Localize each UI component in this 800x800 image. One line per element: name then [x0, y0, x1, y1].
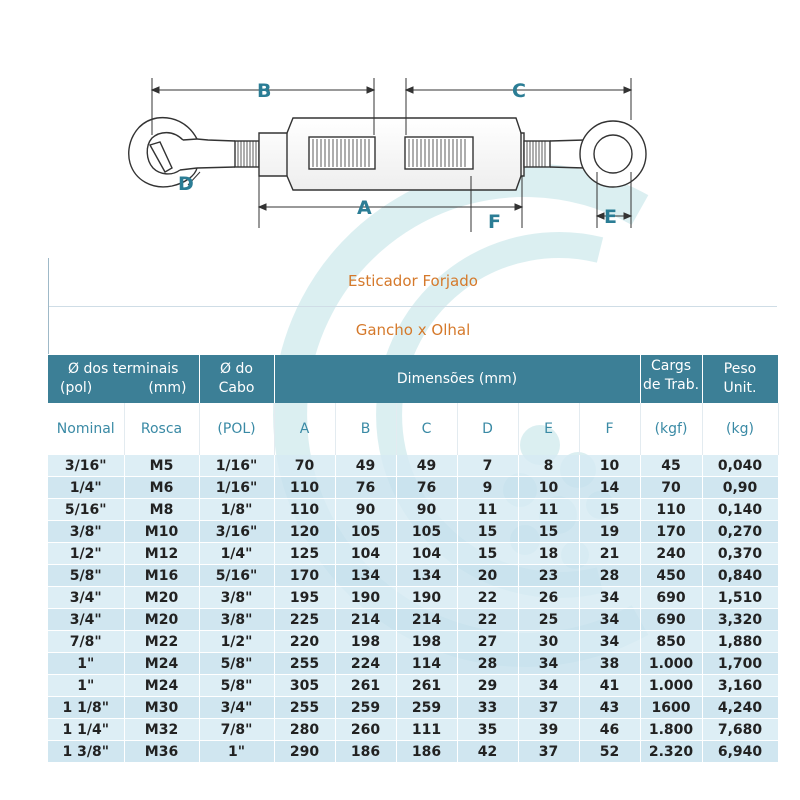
- table-cell: 850: [640, 631, 702, 653]
- table-cell: 33: [457, 697, 518, 719]
- table-cell: 10: [518, 477, 579, 499]
- table-cell: 1,880: [702, 631, 778, 653]
- table-cell: 220: [274, 631, 335, 653]
- table-cell: 3,160: [702, 675, 778, 697]
- subheader-cell: F: [579, 403, 640, 455]
- table-cell: 170: [640, 521, 702, 543]
- table-cell: M36: [124, 741, 199, 763]
- table-cell: 261: [396, 675, 457, 697]
- table-cell: 29: [457, 675, 518, 697]
- table-cell: 255: [274, 697, 335, 719]
- table-cell: 1/2": [48, 543, 124, 565]
- table-cell: 37: [518, 741, 579, 763]
- table-cell: M16: [124, 565, 199, 587]
- dim-label-d: D: [178, 173, 194, 195]
- table-cell: 198: [396, 631, 457, 653]
- table-cell: 186: [335, 741, 396, 763]
- table-cell: 4,240: [702, 697, 778, 719]
- table-row: [48, 675, 778, 697]
- header-dimensoes: Dimensões (mm): [274, 355, 640, 403]
- table-row: [48, 609, 778, 631]
- table-row: [48, 631, 778, 653]
- table-cell: 255: [274, 653, 335, 675]
- table-cell: 0,040: [702, 455, 778, 477]
- table-cell: 70: [274, 455, 335, 477]
- table-cell: 3/16": [199, 521, 274, 543]
- table-cell: 280: [274, 719, 335, 741]
- table-cell: 259: [335, 697, 396, 719]
- table-cell: 105: [396, 521, 457, 543]
- table-cell: 52: [579, 741, 640, 763]
- table-cell: 259: [396, 697, 457, 719]
- table-cell: 110: [274, 477, 335, 499]
- table-row: [48, 499, 778, 521]
- table-cell: 15: [457, 521, 518, 543]
- table-cell: 2.320: [640, 741, 702, 763]
- table-cell: 7/8": [199, 719, 274, 741]
- table-cell: 1/4": [48, 477, 124, 499]
- table-cell: 22: [457, 609, 518, 631]
- subheader-cell: B: [335, 403, 396, 455]
- table-cell: 34: [579, 587, 640, 609]
- table-row: [48, 697, 778, 719]
- subheader-cell: (kg): [702, 403, 778, 455]
- product-subtitle: Gancho x Olhal: [355, 321, 471, 339]
- table-cell: 41: [579, 675, 640, 697]
- table-cell: 3/16": [48, 455, 124, 477]
- table-cell: 305: [274, 675, 335, 697]
- table-cell: 0,270: [702, 521, 778, 543]
- table-cell: 5/8": [48, 565, 124, 587]
- header-terminais-mm: (mm): [148, 380, 187, 396]
- table-cell: 1 1/8": [48, 697, 124, 719]
- subheader-cell: Nominal: [48, 403, 124, 455]
- table-cell: 1 3/8": [48, 741, 124, 763]
- table-cell: 104: [335, 543, 396, 565]
- table-cell: 1": [48, 653, 124, 675]
- table-cell: 224: [335, 653, 396, 675]
- table-cell: 23: [518, 565, 579, 587]
- subheader-cell: (POL): [199, 403, 274, 455]
- table-cell: M22: [124, 631, 199, 653]
- table-cell: 25: [518, 609, 579, 631]
- table-cell: 1": [48, 675, 124, 697]
- table-cell: 134: [396, 565, 457, 587]
- table-cell: 110: [640, 499, 702, 521]
- table-cell: 46: [579, 719, 640, 741]
- table-cell: 28: [579, 565, 640, 587]
- table-cell: 28: [457, 653, 518, 675]
- table-cell: M5: [124, 455, 199, 477]
- table-row: [48, 455, 778, 477]
- turnbuckle-diagram: [0, 0, 800, 250]
- table-cell: 240: [640, 543, 702, 565]
- table-cell: 7: [457, 455, 518, 477]
- dim-label-f: F: [488, 211, 501, 233]
- table-row: [48, 719, 778, 741]
- table-cell: 214: [396, 609, 457, 631]
- header-terminais-pol: (pol): [60, 380, 93, 396]
- table-cell: 14: [579, 477, 640, 499]
- table-cell: 690: [640, 587, 702, 609]
- table-cell: 34: [579, 609, 640, 631]
- table-cell: 170: [274, 565, 335, 587]
- table-cell: 5/8": [199, 653, 274, 675]
- table-cell: M12: [124, 543, 199, 565]
- table-cell: 10: [579, 455, 640, 477]
- table-cell: 30: [518, 631, 579, 653]
- table-cell: 0,370: [702, 543, 778, 565]
- table-cell: 225: [274, 609, 335, 631]
- subheader-cell: Rosca: [124, 403, 199, 455]
- table-cell: 0,840: [702, 565, 778, 587]
- table-cell: 190: [335, 587, 396, 609]
- product-title: Esticador Forjado: [348, 272, 478, 290]
- header-carga-label: Cargs de Trab.: [642, 358, 700, 393]
- table-cell: M10: [124, 521, 199, 543]
- table-body: [48, 455, 778, 763]
- table-cell: 90: [396, 499, 457, 521]
- dim-label-c: C: [512, 80, 526, 102]
- table-cell: 3/8": [199, 609, 274, 631]
- table-cell: 125: [274, 543, 335, 565]
- table-cell: 690: [640, 609, 702, 631]
- table-cell: 214: [335, 609, 396, 631]
- table-cell: 186: [396, 741, 457, 763]
- table-cell: 15: [457, 543, 518, 565]
- header-row: [48, 355, 778, 403]
- table-cell: 11: [457, 499, 518, 521]
- subheader-cell: A: [274, 403, 335, 455]
- table-cell: 1 1/4": [48, 719, 124, 741]
- table-cell: 1,700: [702, 653, 778, 675]
- table-cell: M20: [124, 609, 199, 631]
- table-cell: 1.000: [640, 675, 702, 697]
- table-cell: 34: [518, 653, 579, 675]
- table-cell: 26: [518, 587, 579, 609]
- table-cell: M24: [124, 653, 199, 675]
- table-cell: 43: [579, 697, 640, 719]
- table-cell: 110: [274, 499, 335, 521]
- header-terminais: [48, 355, 199, 403]
- table-cell: 1,510: [702, 587, 778, 609]
- table-row: [48, 477, 778, 499]
- table-cell: 0,90: [702, 477, 778, 499]
- table-cell: 45: [640, 455, 702, 477]
- table-cell: 120: [274, 521, 335, 543]
- subheader-cell: D: [457, 403, 518, 455]
- table-cell: 195: [274, 587, 335, 609]
- table-row: [48, 543, 778, 565]
- spec-table: [48, 355, 779, 763]
- dim-label-b: B: [257, 80, 272, 102]
- subheader-cell: E: [518, 403, 579, 455]
- table-cell: 1600: [640, 697, 702, 719]
- table-cell: 18: [518, 543, 579, 565]
- table-cell: 11: [518, 499, 579, 521]
- table-cell: 19: [579, 521, 640, 543]
- title-divider: [49, 306, 777, 307]
- table-cell: 290: [274, 741, 335, 763]
- table-cell: 261: [335, 675, 396, 697]
- table-cell: 21: [579, 543, 640, 565]
- table-cell: M30: [124, 697, 199, 719]
- table-cell: 76: [335, 477, 396, 499]
- table-cell: 111: [396, 719, 457, 741]
- table-cell: M24: [124, 675, 199, 697]
- table-cell: 114: [396, 653, 457, 675]
- table-cell: 20: [457, 565, 518, 587]
- table-cell: 39: [518, 719, 579, 741]
- title-area: [48, 258, 777, 354]
- subheader-row: [48, 403, 778, 455]
- table-cell: 34: [518, 675, 579, 697]
- table-cell: 9: [457, 477, 518, 499]
- table-cell: 49: [396, 455, 457, 477]
- table-cell: M8: [124, 499, 199, 521]
- table-cell: 1.000: [640, 653, 702, 675]
- table-cell: 3/4": [48, 609, 124, 631]
- table-cell: 260: [335, 719, 396, 741]
- table-cell: 15: [518, 521, 579, 543]
- table-cell: 76: [396, 477, 457, 499]
- table-cell: 5/16": [48, 499, 124, 521]
- table-cell: 0,140: [702, 499, 778, 521]
- table-cell: M20: [124, 587, 199, 609]
- table-cell: 3/8": [48, 521, 124, 543]
- table-cell: 3,320: [702, 609, 778, 631]
- header-carga: [640, 355, 702, 403]
- table-cell: 34: [579, 631, 640, 653]
- table-cell: 49: [335, 455, 396, 477]
- table-cell: 450: [640, 565, 702, 587]
- table-cell: 27: [457, 631, 518, 653]
- table-cell: M32: [124, 719, 199, 741]
- table-cell: 8: [518, 455, 579, 477]
- table-cell: 5/8": [199, 675, 274, 697]
- subheader-cell: (kgf): [640, 403, 702, 455]
- table-cell: 42: [457, 741, 518, 763]
- table-cell: 7,680: [702, 719, 778, 741]
- table-row: [48, 565, 778, 587]
- table-cell: 90: [335, 499, 396, 521]
- table-cell: 1/4": [199, 543, 274, 565]
- header-peso: Peso Unit.: [702, 355, 778, 403]
- table-cell: 1": [199, 741, 274, 763]
- table-row: [48, 521, 778, 543]
- table-cell: 22: [457, 587, 518, 609]
- header-cabo: Ø do Cabo: [199, 355, 274, 403]
- table-cell: 1/16": [199, 455, 274, 477]
- table-cell: 1/8": [199, 499, 274, 521]
- table-cell: 37: [518, 697, 579, 719]
- header-terminais-title: Ø dos terminais: [68, 361, 179, 377]
- table-cell: 7/8": [48, 631, 124, 653]
- table-cell: 70: [640, 477, 702, 499]
- table-cell: 3/4": [48, 587, 124, 609]
- subheader-cell: C: [396, 403, 457, 455]
- table-cell: 1/2": [199, 631, 274, 653]
- table-cell: 3/8": [199, 587, 274, 609]
- table-cell: 134: [335, 565, 396, 587]
- table-cell: 38: [579, 653, 640, 675]
- table-cell: 1/16": [199, 477, 274, 499]
- table-cell: 105: [335, 521, 396, 543]
- table-cell: M6: [124, 477, 199, 499]
- table-cell: 6,940: [702, 741, 778, 763]
- table-cell: 190: [396, 587, 457, 609]
- table-row: [48, 741, 778, 763]
- table-row: [48, 653, 778, 675]
- table-cell: 1.800: [640, 719, 702, 741]
- table-cell: 15: [579, 499, 640, 521]
- table-cell: 3/4": [199, 697, 274, 719]
- table-cell: 5/16": [199, 565, 274, 587]
- table-cell: 35: [457, 719, 518, 741]
- dim-label-a: A: [357, 197, 372, 219]
- table-row: [48, 587, 778, 609]
- table-cell: 104: [396, 543, 457, 565]
- table-cell: 198: [335, 631, 396, 653]
- dim-label-e: E: [604, 206, 617, 228]
